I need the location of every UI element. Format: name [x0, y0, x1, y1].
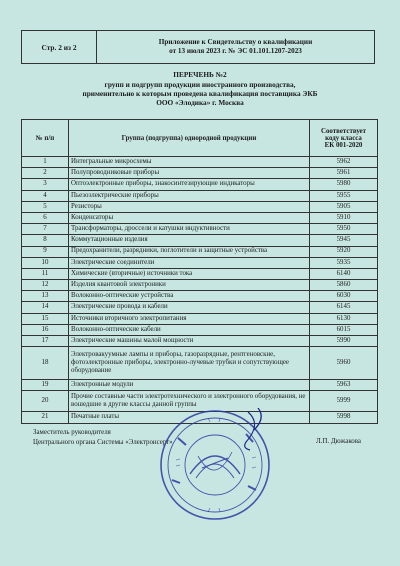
row-number: 8	[22, 235, 69, 246]
col-header-code-2: коду класса	[325, 134, 362, 142]
table-row	[22, 313, 378, 324]
table-row	[22, 190, 378, 201]
row-group: Коммутационные изделия	[69, 235, 310, 246]
row-number: 18	[22, 347, 69, 380]
row-number: 6	[22, 212, 69, 223]
row-number: 14	[22, 302, 69, 313]
row-class-code: 5935	[310, 257, 378, 268]
row-number: 12	[22, 280, 69, 291]
row-class-code: 6140	[310, 268, 378, 279]
row-group: Электрические соединители	[69, 257, 310, 268]
row-number: 3	[22, 179, 69, 190]
row-group: Оптоэлектронные приборы, знакосинтезирующие индикаторы	[69, 179, 310, 190]
row-number: 4	[22, 190, 69, 201]
table-row	[22, 201, 378, 212]
row-number: 2	[22, 168, 69, 179]
row-group: Прочие составные части электротехнического и электронного оборудования, не вошедшие в другие классы данной группы	[69, 391, 310, 412]
table-row	[22, 224, 378, 235]
row-number: 1	[22, 157, 69, 168]
row-group: Электрические машины малой мощности	[69, 336, 310, 347]
row-group: Химические (вторичные) источники тока	[69, 268, 310, 279]
row-class-code: 5860	[310, 280, 378, 291]
col-header-num: № п/п	[22, 120, 69, 157]
row-group: Конденсаторы	[69, 212, 310, 223]
page-label: Стр. 2 из 2	[22, 31, 97, 63]
col-header-code-1: Соответствует	[320, 127, 366, 135]
table-row	[22, 246, 378, 257]
attachment-line1: Приложение к Свидетельству о квалификации	[158, 38, 313, 46]
row-class-code: 5955	[310, 190, 378, 201]
row-group: Трансформаторы, дроссели и катушки индуктивности	[69, 224, 310, 235]
row-group: Электрические провода и кабели	[69, 302, 310, 313]
row-class-code: 5962	[310, 157, 378, 168]
table-row	[22, 291, 378, 302]
col-header-code	[310, 120, 378, 157]
table-row	[22, 347, 378, 380]
row-number: 7	[22, 224, 69, 235]
col-header-group: Группа (подгруппа) однородной продукции	[69, 120, 310, 157]
row-class-code: 5961	[310, 168, 378, 179]
row-number: 17	[22, 336, 69, 347]
attachment-caption	[97, 31, 374, 63]
row-number: 16	[22, 324, 69, 335]
table-row	[22, 302, 378, 313]
table-row	[22, 235, 378, 246]
row-class-code: 6030	[310, 291, 378, 302]
row-class-code: 6015	[310, 324, 378, 335]
row-number: 21	[22, 412, 69, 423]
attachment-line2: от 13 июля 2023 г. № ЭС 01.101.1207-2023	[169, 47, 302, 55]
row-group: Источники вторичного электропитания	[69, 313, 310, 324]
table-row	[22, 212, 378, 223]
signatory-name: Л.П. Дюжакова	[316, 438, 361, 445]
row-class-code: 6130	[310, 313, 378, 324]
list-subtitle-1: групп и подгрупп продукции иностранного производства,	[104, 80, 296, 89]
signatory-organization: Центрального органа Системы «Электронсерт»	[33, 439, 173, 446]
row-class-code: 6145	[310, 302, 378, 313]
table-row	[22, 380, 378, 391]
row-class-code: 5998	[310, 412, 378, 423]
row-number: 10	[22, 257, 69, 268]
signatory-position: Заместитель руководителя	[33, 429, 111, 436]
row-group: Пьезоэлектрические приборы	[69, 190, 310, 201]
row-class-code: 5920	[310, 246, 378, 257]
table-row	[22, 168, 378, 179]
table-row	[22, 179, 378, 190]
row-class-code: 5945	[310, 235, 378, 246]
table-row	[22, 268, 378, 279]
row-group: Интегральные микросхемы	[69, 157, 310, 168]
row-group: Волоконно-оптические устройства	[69, 291, 310, 302]
table-row	[22, 280, 378, 291]
row-class-code: 5999	[310, 391, 378, 412]
row-number: 15	[22, 313, 69, 324]
row-number: 20	[22, 391, 69, 412]
row-group: Волоконно-оптические кабели	[69, 324, 310, 335]
signatory-block	[33, 428, 173, 448]
row-group: Электронные модули	[69, 380, 310, 391]
list-subtitle-3: ООО «Элодика» г. Москва	[156, 98, 244, 107]
row-number: 11	[22, 268, 69, 279]
row-class-code: 5963	[310, 380, 378, 391]
list-title: ПЕРЕЧЕНЬ №2	[173, 70, 227, 79]
table-row	[22, 336, 378, 347]
row-class-code: 5990	[310, 336, 378, 347]
table-row	[22, 257, 378, 268]
row-class-code: 5905	[310, 201, 378, 212]
row-number: 5	[22, 201, 69, 212]
table-row	[22, 324, 378, 335]
row-class-code: 5950	[310, 224, 378, 235]
row-group: Изделия квантовой электроники	[69, 280, 310, 291]
table-body	[22, 157, 378, 424]
product-groups-table	[21, 119, 378, 424]
row-class-code: 5960	[310, 347, 378, 380]
row-number: 19	[22, 380, 69, 391]
col-header-code-3: ЕК 001-2020	[324, 141, 363, 149]
official-seal	[158, 408, 273, 523]
table-row	[22, 157, 378, 168]
header-box	[21, 30, 375, 64]
row-group: Печатные платы	[69, 412, 310, 423]
row-number: 9	[22, 246, 69, 257]
row-group: Полупроводниковые приборы	[69, 168, 310, 179]
row-group: Электровакуумные лампы и приборы, газоразрядные, рентгеновские, фотоэлектронные приборы, электронно-лучевые трубки и сопутствующее оборудование	[69, 347, 310, 380]
list-subtitle-2: применительно к которым проведена квалификация поставщика ЭКБ	[82, 89, 318, 98]
row-class-code: 5910	[310, 212, 378, 223]
row-number: 13	[22, 291, 69, 302]
row-group: Предохранители, разрядники, поглотители и защитные устройства	[69, 246, 310, 257]
row-group: Резисторы	[69, 201, 310, 212]
row-class-code: 5980	[310, 179, 378, 190]
table-header-row	[22, 120, 378, 157]
